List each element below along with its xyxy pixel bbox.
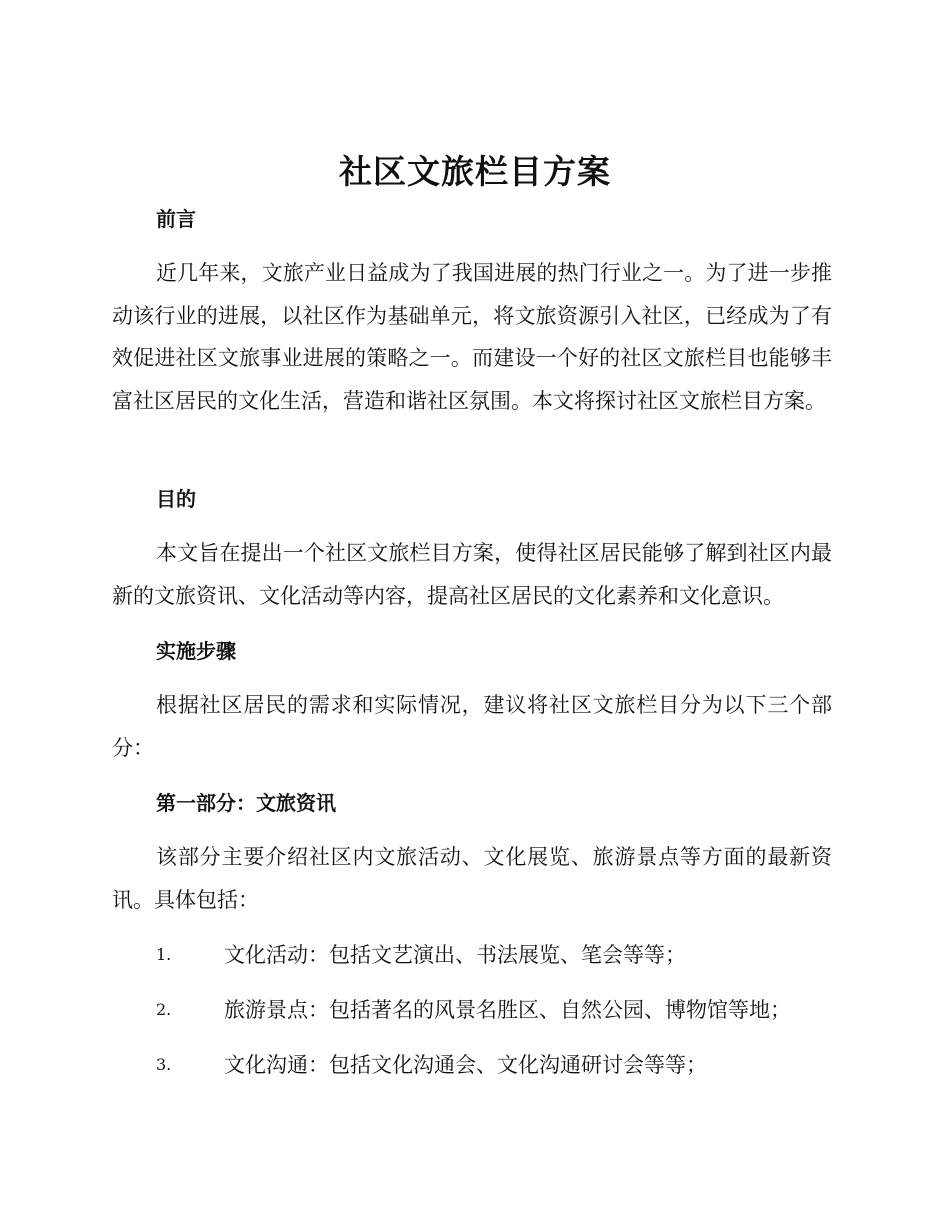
section-heading-preface: 前言: [156, 207, 196, 231]
list-item-text: 旅游景点：包括著名的风景名胜区、自然公园、博物馆等地；: [224, 998, 791, 1022]
document-title: 社区文旅栏目方案: [339, 152, 611, 191]
list-item-number: 2.: [156, 1000, 172, 1019]
section-paragraph-preface: 近几年来，文旅产业日益成为了我国进展的热门行业之一。为了进一步推动该行业的进展，以社区作为基础单元，将文旅资源引入社区，已经成为了有效促进社区文旅事业进展的策略之一。而建设一个好的社区文旅栏目也能够丰富社区居民的文化生活，营造和谐社区氛围。本文将探讨社区文旅栏目方案。: [112, 261, 832, 413]
list-item-number: 1.: [156, 945, 172, 964]
list-item-text: 文化沟通：包括文化沟通会、文化沟通研讨会等等；: [224, 1053, 707, 1077]
section-heading-purpose: 目的: [156, 487, 196, 511]
section-heading-steps: 实施步骤: [156, 639, 236, 663]
list-item-text: 文化活动：包括文艺演出、书法展览、笔会等等；: [224, 943, 686, 967]
list-item: [156, 1044, 836, 1086]
section-paragraph-part-one: 该部分主要介绍社区内文旅活动、文化展览、旅游景点等方面的最新资讯。具体包括：: [112, 845, 832, 912]
list-item: [156, 934, 836, 976]
list-item: [156, 989, 836, 1031]
section-paragraph-purpose: 本文旨在提出一个社区文旅栏目方案，使得社区居民能够了解到社区内最新的文旅资讯、文化活动等内容，提高社区居民的文化素养和文化意识。: [112, 541, 832, 608]
section-heading-part-one: 第一部分：文旅资讯: [156, 791, 336, 815]
list-item-number: 3.: [156, 1055, 172, 1074]
section-paragraph-steps: 根据社区居民的需求和实际情况，建议将社区文旅栏目分为以下三个部分：: [112, 693, 832, 760]
